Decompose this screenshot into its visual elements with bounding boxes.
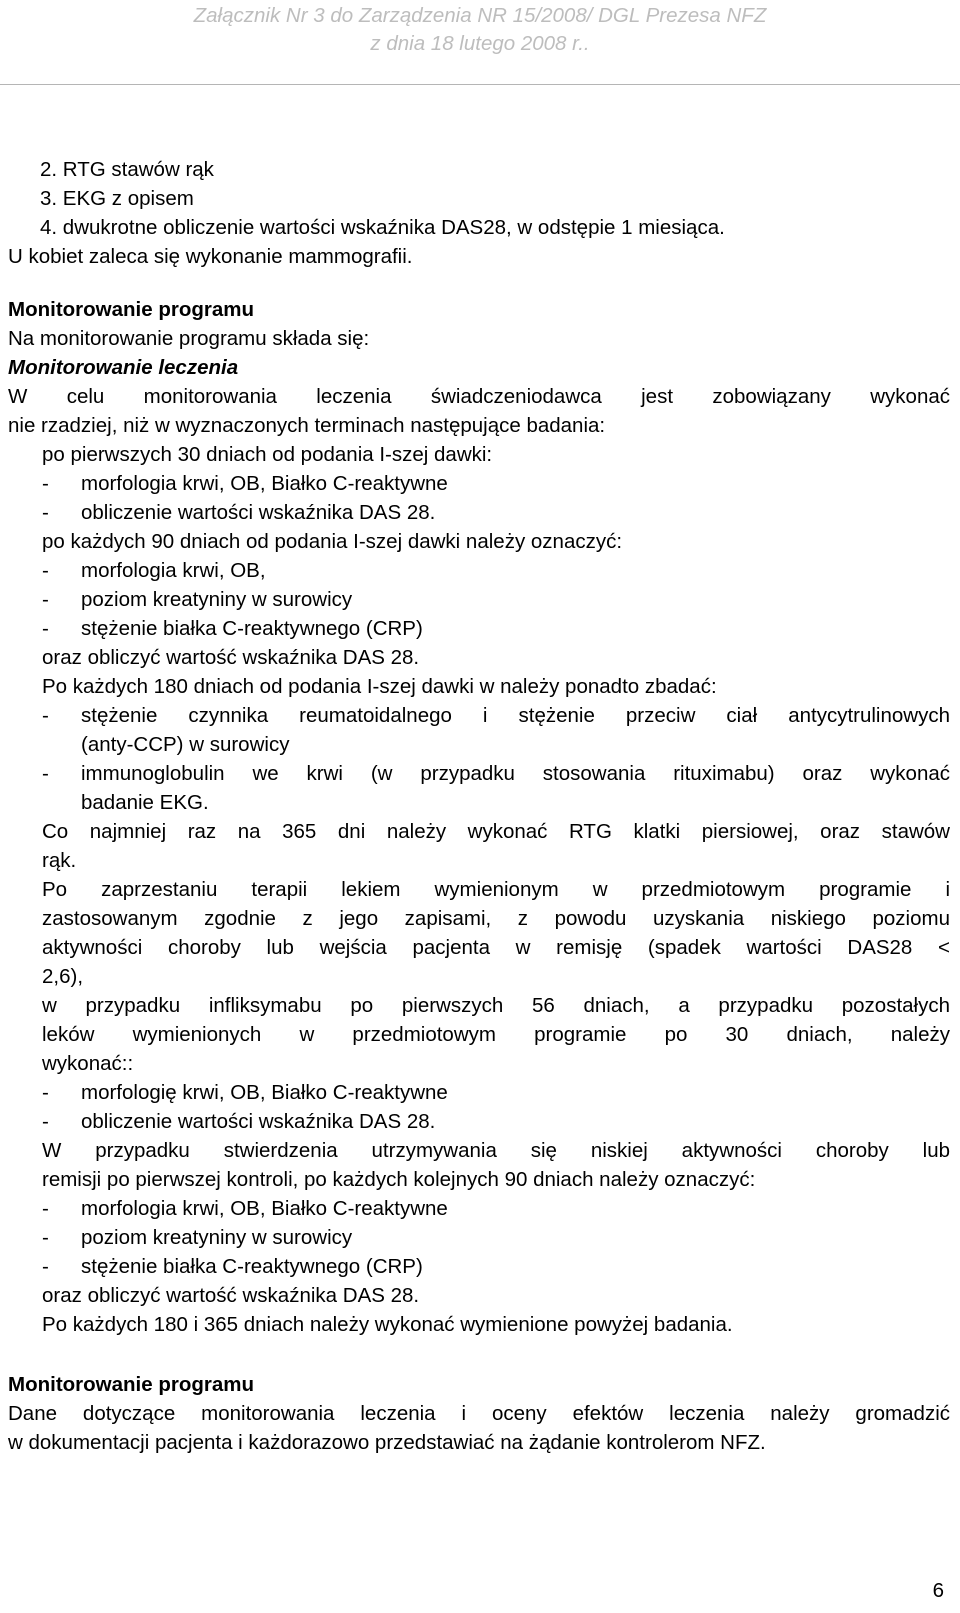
list-item-line: stężenie czynnika reumatoidalnego i stężenie przeciw ciał antycytrulinowych xyxy=(81,704,950,727)
list-item-line: immunoglobulin we krwi (w przypadku stosowania rituximabu) oraz wykonać xyxy=(81,762,950,785)
low-activity-end: oraz obliczyć wartość wskaźnika DAS 28. xyxy=(42,1284,420,1307)
list-item: - stężenie białka C-reaktywnego (CRP) xyxy=(42,1255,423,1278)
paragraph-line: zastosowanym zgodnie z jego zapisami, z powodu uzyskania niskiego poziomu xyxy=(42,907,950,930)
section-subtitle: Monitorowanie leczenia xyxy=(8,356,239,379)
after-90-end: oraz obliczyć wartość wskaźnika DAS 28. xyxy=(42,646,420,669)
paragraph-line: w przypadku infliksymabu po pierwszych 56 dniach, a przypadku pozostałych xyxy=(42,994,950,1017)
section-title: Monitorowanie programu xyxy=(8,298,254,321)
paragraph-line: 2,6), xyxy=(42,965,84,988)
section-title: Monitorowanie programu xyxy=(8,1373,254,1396)
list-item: - morfologia krwi, OB, Białko C-reaktywne xyxy=(42,472,448,495)
final-note: Po każdych 180 i 365 dniach należy wykonać wymienione powyżej badania. xyxy=(42,1313,733,1336)
document-body xyxy=(8,155,950,1457)
page-header xyxy=(0,0,960,85)
paragraph-line: Po zaprzestaniu terapii lekiem wymienionym w przedmiotowym programie i xyxy=(42,878,950,901)
list-item-line: (anty-CCP) w surowicy xyxy=(81,733,290,756)
paragraph-line: remisji po pierwszej kontroli, po każdych kolejnych 90 dniach należy oznaczyć: xyxy=(42,1168,756,1191)
list-item: 4. dwukrotne obliczenie wartości wskaźnika DAS28, w odstępie 1 miesiąca. xyxy=(40,216,725,239)
paragraph-line: wykonać:: xyxy=(42,1052,134,1075)
list-item: - obliczenie wartości wskaźnika DAS 28. xyxy=(42,1110,436,1133)
paragraph-line: w dokumentacji pacjenta i każdorazowo przedstawiać na żądanie kontrolerom NFZ. xyxy=(8,1431,766,1454)
list-item: 2. RTG stawów rąk xyxy=(40,158,214,181)
paragraph-line: nie rzadziej, niż w wyznaczonych terminach następujące badania: xyxy=(8,414,606,437)
after-180-days: Po każdych 180 dniach od podania I-szej dawki w należy ponadto zbadać: xyxy=(42,675,717,698)
list-item-line: badanie EKG. xyxy=(81,791,209,814)
women-note: U kobiet zaleca się wykonanie mammografii. xyxy=(8,245,413,268)
section-intro: Na monitorowanie programu składa się: xyxy=(8,327,370,350)
list-item: 3. EKG z opisem xyxy=(40,187,194,210)
paragraph-line: leków wymienionych w przedmiotowym programie po 30 dniach, należy xyxy=(42,1023,950,1046)
after-30-days: po pierwszych 30 dniach od podania I-szej dawki: xyxy=(42,443,493,466)
paragraph-line: aktywności choroby lub wejścia pacjenta w remisję (spadek wartości DAS28 < xyxy=(42,936,950,959)
list-item: - poziom kreatyniny w surowicy xyxy=(42,588,353,611)
paragraph-line: W celu monitorowania leczenia świadczeniodawca jest zobowiązany wykonać xyxy=(8,385,950,408)
after-90-days: po każdych 90 dniach od podania I-szej dawki należy oznaczyć: xyxy=(42,530,623,553)
list-item: - poziom kreatyniny w surowicy xyxy=(42,1226,353,1249)
list-item: - morfologię krwi, OB, Białko C-reaktywne xyxy=(42,1081,448,1104)
paragraph-line: W przypadku stwierdzenia utrzymywania się niskiej aktywności choroby lub xyxy=(42,1139,950,1162)
header-line-2: z dnia 18 lutego 2008 r.. xyxy=(370,32,590,55)
list-item: - obliczenie wartości wskaźnika DAS 28. xyxy=(42,501,436,524)
list-item: - stężenie czynnika reumatoidalnego i stężenie przeciw ciał antycytrulinowych (anty-CCP) w surowicy xyxy=(8,701,950,759)
list-item: - immunoglobulin we krwi (w przypadku stosowania rituximabu) oraz wykonać badanie EKG. xyxy=(8,759,950,817)
paragraph-line: Co najmniej raz na 365 dni należy wykonać RTG klatki piersiowej, oraz stawów xyxy=(42,820,950,843)
list-item: - morfologia krwi, OB, Białko C-reaktywne xyxy=(42,1197,448,1220)
header-line-1: Załącznik Nr 3 do Zarządzenia NR 15/2008/ DGL Prezesa NFZ xyxy=(193,4,767,27)
paragraph-line: rąk. xyxy=(42,849,77,872)
paragraph-line: Dane dotyczące monitorowania leczenia i oceny efektów leczenia należy gromadzić xyxy=(8,1402,950,1425)
list-item: - stężenie białka C-reaktywnego (CRP) xyxy=(42,617,423,640)
list-item: - morfologia krwi, OB, xyxy=(42,559,266,582)
page-number: 6 xyxy=(932,1579,944,1602)
